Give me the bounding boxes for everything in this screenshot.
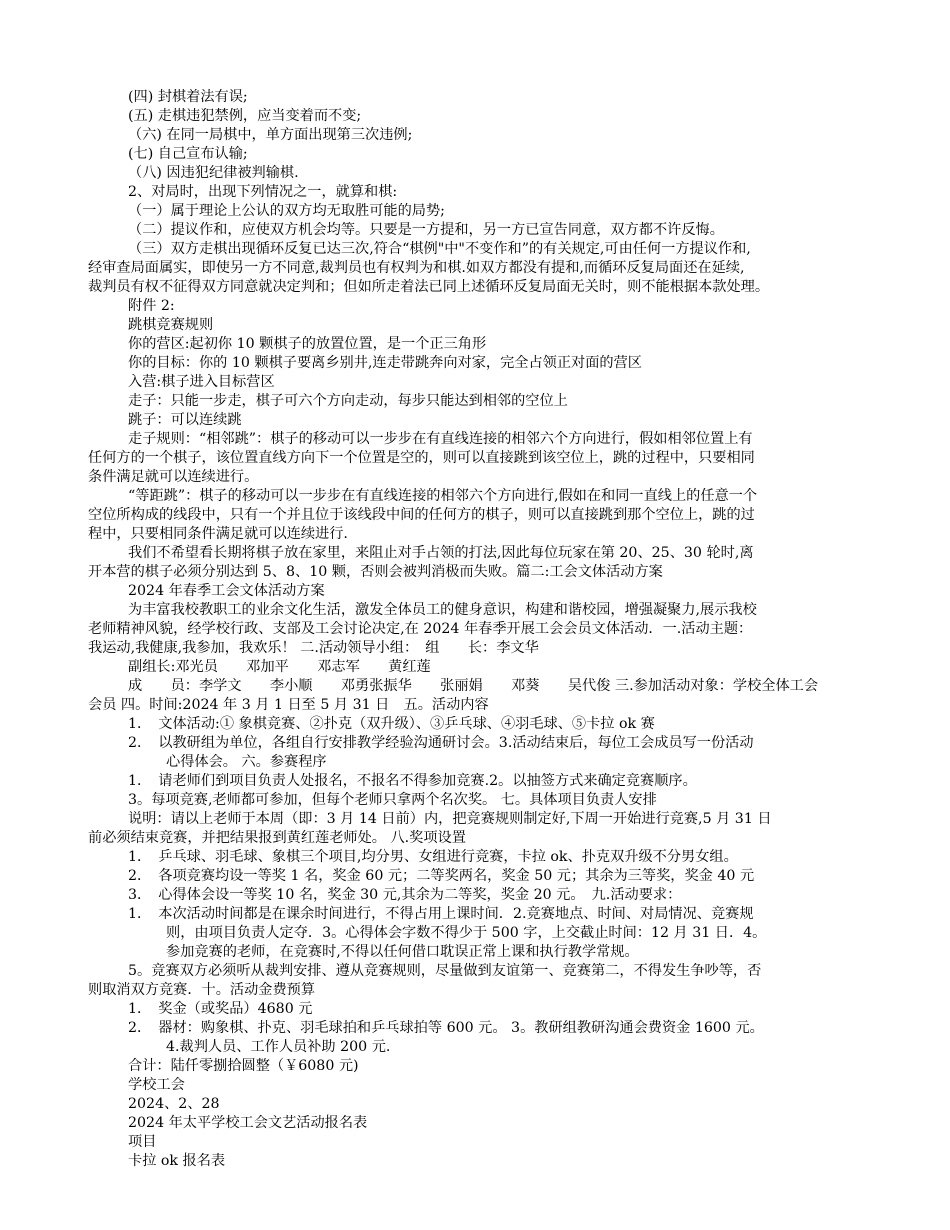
text-line: （八) 因违犯纪律被判输棋. [128,165,299,181]
text-line: 前必须结束竞赛，并把结果报到黄红莲老师处。 八.奖项设置 [88,830,466,846]
text-line: 程中，只要相同条件满足就可以连续进行. [88,526,348,542]
text-line: 说明：请以上老师于本周（即：3 月 14 日前）内，把竞赛规则制定好,下周一开始进行竞赛,5 月 31 日 [128,811,772,827]
text-line: (四) 封棋着法有误; [128,89,248,105]
text-line: 副组长:邓光员 邓加平 邓志军 黄红莲 [128,659,431,675]
text-line: 条件满足就可以连续进行。 [88,469,259,485]
text-line: 合计：陆仟零捌拾圆整（￥6080 元) [128,1058,359,1074]
text-line: (五) 走棋违犯禁例，应当变着而不变; [128,108,362,124]
text-line: 空位所构成的线段中，只有一个并且位于该线段中间的任何方的棋子，则可以直接跳到那个空位上，跳的过 [88,507,755,523]
text-line: 你的营区:起初你 10 颗棋子的放置位置，是一个正三角形 [128,336,487,352]
text-line: 则，由项目负责人定夺．3。心得体会字数不得少于 500 字，上交截止时间：12 月 31 日．4。 [166,925,767,941]
text-line: 会员 四。时间:2024 年 3 月 1 日至 5 月 31 日 五。活动内容 [88,697,489,713]
list-item: 2． 各项竞赛均设一等奖 1 名，奖金 60 元；二等奖两名，奖金 50 元；其余为三等奖，奖金 40 元 [128,868,755,884]
text-line: 学校工会 [128,1077,185,1093]
text-line: “等距跳”：棋子的移动可以一步步在有直线连接的相邻六个方向进行,假如在和同一直线上的任意一个 [128,488,758,504]
text-line: 2、对局时，出现下列情况之一，就算和棋: [128,184,398,200]
text-line: 走子规则：“相邻跳”：棋子的移动可以一步步在有直线连接的相邻六个方向进行，假如相邻位置上有 [128,431,753,447]
text-line: 参加竞赛的老师，在竞赛时,不得以任何借口耽误正常上课和执行教学常规。 [166,944,639,960]
text-line: 2024、2、28 [128,1096,220,1112]
text-line: 开本营的棋子必须分别达到 5、8、10 颗，否则会被判消极而失败。篇二:工会文体活动方案 [88,564,663,580]
list-item: 2． 器材：购象棋、扑克、羽毛球拍和乒乓球拍等 600 元。 3。教研组教研沟通会费资金 1600 元。 [128,1020,764,1036]
text-line: 经审查局面属实，即使另一方不同意,裁判员也有权判为和棋.如双方都没有提和,而循环反复局面还在延续, [88,260,745,276]
text-line: 项目 [128,1134,157,1150]
text-line: 2024 年太平学校工会文艺活动报名表 [128,1115,368,1131]
text-line: 3。每项竞赛,老师都可参加，但每个老师只拿两个名次奖。 七。具体项目负责人安排 [128,792,657,808]
text-line: 我们不希望看长期将棋子放在家里，来阻止对手占领的打法,因此每位玩家在第 20、25、30 轮时,离 [128,545,754,561]
list-item: 1． 本次活动时间都是在课余时间进行，不得占用上课时间．2.竞赛地点、时间、对局情况、竞赛规 [128,906,754,922]
text-line: （一）属于理论上公认的双方均无取胜可能的局势; [128,203,445,219]
text-line: 为丰富我校教职工的业余文化生活，激发全体员工的健身意识，构建和谐校园，增强凝聚力,展示我校 [128,602,757,618]
text-line: 我运动,我健康,我参加，我欢乐！ 二.活动领导小组： 组 长：李文华 [88,640,539,656]
text-line: 4.裁判人员、工作人员补助 200 元. [166,1039,391,1055]
text-line: （三）双方走棋出现循环反复已达三次,符合“棋例"中"不变作和”的有关规定,可由任何一方提议作和, [128,241,751,257]
text-line: 跳棋竞赛规则 [128,317,214,333]
list-item: 1． 奖金（或奖品）4680 元 [128,1001,313,1017]
text-line: （六) 在同一局棋中，单方面出现第三次违例; [128,127,413,143]
list-item: 1． 乒乓球、羽毛球、象棋三个项目,均分男、女组进行竞赛，卡拉 ok、扑克双升级不分男女组。 [128,849,738,865]
text-line: 则取消双方竞赛．十。活动金费预算 [88,982,316,998]
text-line: 任何方的一个棋子，该位置直线方向下一个位置是空的，则可以直接跳到该空位上，跳的过程中，只要相同 [88,450,755,466]
text-line: 走子：只能一步走，棋子可六个方向走动，每步只能达到相邻的空位上 [128,393,568,409]
text-line: 成 员：李学文 李小顺 邓勇张振华 张丽娟 邓葵 吴代俊 三.参加活动对象：学校全体工会 [128,678,819,694]
text-line: 跳子：可以连续跳 [128,412,242,428]
list-item: 1． 请老师们到项目负责人处报名，不报名不得参加竞赛.2。以抽签方式来确定竞赛顺序。 [128,773,697,789]
text-line: 2024 年春季工会文体活动方案 [128,583,325,599]
text-line: 你的目标：你的 10 颗棋子要离乡别井,连走带跳奔向对家，完全占领正对面的营区 [128,355,642,371]
text-line: 裁判员有权不征得双方同意就决定判和；但如所走着法已同上述循环反复局面无关时，则不能根据本款处理。 [88,279,770,295]
list-item: 1． 文体活动:① 象棋竞赛、②扑克（双升级）、③乒乓球、④羽毛球、⑤卡拉 ok 赛 [128,716,655,732]
text-line: 附件 2: [128,298,175,314]
text-line: 老师精神风貌，经学校行政、支部及工会讨论决定,在 2024 年春季开展工会会员文体活动．一.活动主题： [88,621,753,637]
text-line: （二）提议作和，应使双方机会均等。只要是一方提和，另一方已宣告同意，双方都不许反悔。 [128,222,724,238]
text-line: 5。竞赛双方必须听从裁判安排、遵从竞赛规则，尽量做到友谊第一、竞赛第二，不得发生争吵等，否 [128,963,762,979]
text-line: (七) 自己宣布认输; [128,146,248,162]
list-item: 2． 以教研组为单位，各组自行安排教学经验沟通研讨会。3.活动结束后，每位工会成员写一份活动 [128,735,754,751]
text-line: 卡拉 ok 报名表 [128,1153,226,1169]
text-line: 心得体会。 六。参赛程序 [166,754,327,770]
list-item: 3． 心得体会设一等奖 10 名，奖金 30 元,其余为二等奖，奖金 20 元。 九.活动要求： [128,887,682,903]
text-line: 入营:棋子进入目标营区 [128,374,275,390]
